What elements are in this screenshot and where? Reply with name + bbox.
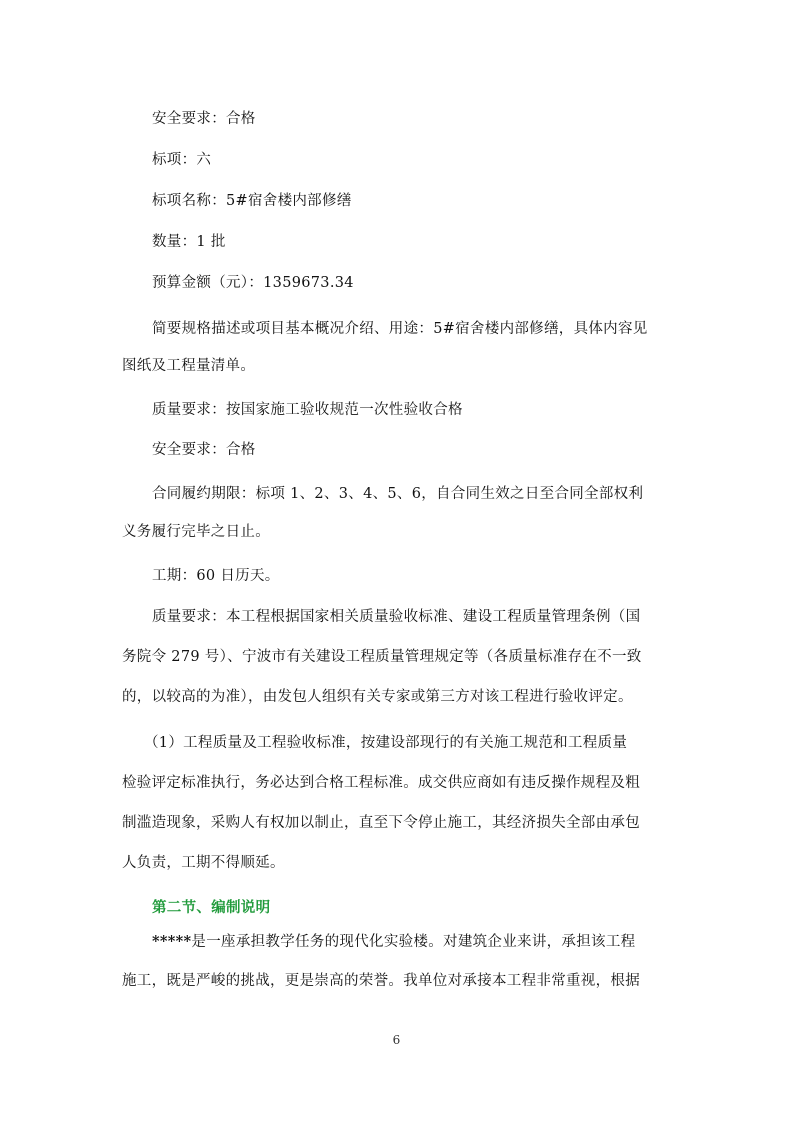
- paragraph-contract-term-line2: 义务履行完毕之日止。: [122, 524, 270, 540]
- redacted-name: *****: [152, 933, 192, 950]
- paragraph-quality-req-line1: 质量要求：本工程根据国家相关质量验收标准、建设工程质量管理条例（国: [152, 609, 641, 625]
- page-number: 6: [392, 1033, 401, 1047]
- paragraph-intro-line2: 施工，既是严峻的挑战，更是崇高的荣誉。我单位对承接本工程非常重视，根据: [122, 973, 640, 989]
- paragraph-duration: 工期：60 日历天。: [152, 568, 280, 584]
- paragraph-lot-name: 标项名称：5#宿舍楼内部修缮: [152, 193, 352, 209]
- paragraph-quality: 质量要求：按国家施工验收规范一次性验收合格: [152, 402, 463, 418]
- section-heading: 第二节、编制说明: [152, 899, 271, 916]
- paragraph-intro-line1: [152, 932, 635, 952]
- paragraph-acceptance-line3: 制滥造现象，采购人有权加以制止，直至下令停止施工，其经济损失全部由承包: [122, 815, 640, 831]
- paragraph-safety-2: 安全要求：合格: [152, 442, 256, 458]
- paragraph-quality-req-line2: 务院令 279 号）、宁波市有关建设工程质量管理规定等（各质量标准存在不一致: [122, 649, 642, 665]
- paragraph-acceptance-line2: 检验评定标准执行，务必达到合格工程标准。成交供应商如有违反操作规程及粗: [122, 775, 640, 791]
- paragraph-budget: 预算金额（元）：1359673.34: [152, 275, 354, 291]
- paragraph-contract-term-line1: 合同履约期限：标项 1、2、3、4、5、6，自合同生效之日至合同全部权利: [152, 486, 644, 502]
- paragraph-description-line2: 图纸及工程量清单。: [122, 358, 256, 374]
- paragraph-quantity: 数量：1 批: [152, 234, 226, 250]
- paragraph-acceptance-line1: （1）工程质量及工程验收标准，按建设部现行的有关施工规范和工程质量: [144, 735, 628, 751]
- paragraph-acceptance-line4: 人负责，工期不得顺延。: [122, 855, 285, 871]
- paragraph-lot: 标项：六: [152, 152, 212, 168]
- paragraph-safety-1: 安全要求：合格: [152, 111, 256, 127]
- paragraph-description-line1: 简要规格描述或项目基本概况介绍、用途：5#宿舍楼内部修缮，具体内容见: [152, 321, 648, 337]
- paragraph-quality-req-line3: 的，以较高的为准），由发包人组织有关专家或第三方对该工程进行验收评定。: [122, 689, 633, 705]
- paragraph-intro-line1-text: 是一座承担教学任务的现代化实验楼。对建筑企业来讲，承担该工程: [191, 934, 636, 950]
